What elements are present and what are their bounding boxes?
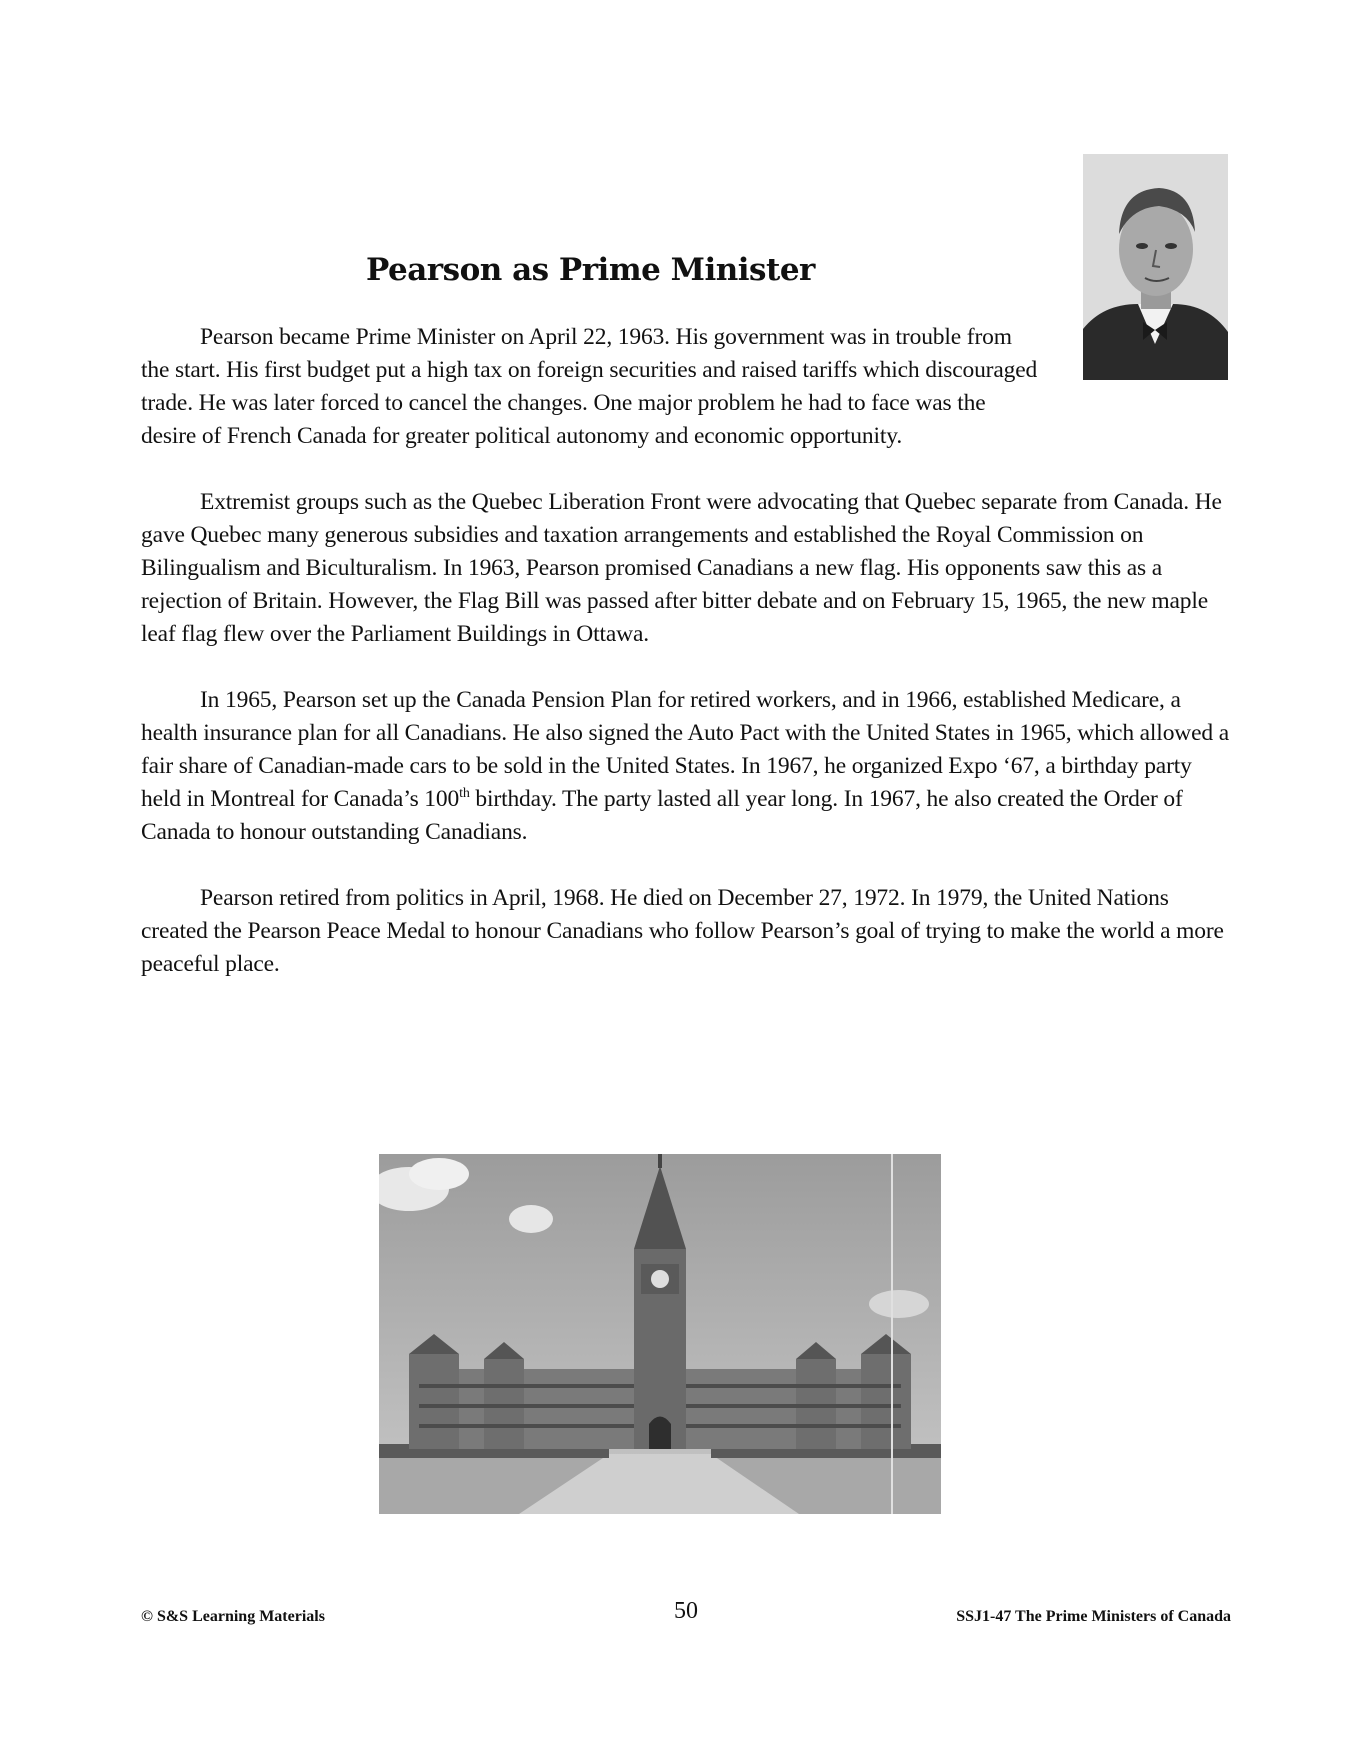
- paragraph-4: Pearson retired from politics in April, 1968. He died on December 27, 1972. In 1979, the United Nations created the Pearson Peace Medal to honour Canadians who follow Pearson’s goal of trying to make the world a more peaceful place.: [141, 885, 1224, 977]
- paragraph-3-text-before: In 1965, Pearson set up the Canada Pension Plan for retired workers, and in 1966, established Medicare, a health insurance plan for all Canadians. He also signed the Auto Pact with the United States in 1965, which allowed a fair share of Canadian-made cars to be sold in the United States. In 1967, he organized Expo ‘67, a birthday party held in Montreal for Canada’s 100: [141, 687, 1229, 812]
- paragraph-3-text-after: birthday. The party lasted all year long. In 1967, he also created the Order of Canada to honour outstanding Canadians.: [141, 786, 1183, 845]
- parliament-photo: [379, 1154, 941, 1514]
- footer-book-title: SSJ1-47 The Prime Ministers of Canada: [956, 1608, 1231, 1625]
- body-text: [141, 321, 1231, 1014]
- ordinal-superscript: th: [459, 786, 470, 802]
- paragraph-1: Pearson became Prime Minister on April 22, 1963. His government was in trouble from the start. His first budget put a high tax on foreign securities and raised tariffs which discouraged trade. He was later forced to cancel the changes. One major problem he had to face was the desire of French Canada for greater political autonomy and economic opportunity.: [141, 324, 1038, 449]
- page-number: 50: [674, 1598, 698, 1624]
- paragraph-3: [141, 684, 1231, 849]
- footer-copyright: © S&S Learning Materials: [141, 1608, 325, 1625]
- page-footer: [141, 1598, 1231, 1634]
- page-title: Pearson as Prime Minister: [366, 252, 815, 288]
- paragraph-2: Extremist groups such as the Quebec Liberation Front were advocating that Quebec separate from Canada. He gave Quebec many generous subsidies and taxation arrangements and established the Royal Commission on Bilingualism and Biculturalism. In 1963, Pearson promised Canadians a new flag. His opponents saw this as a rejection of Britain. However, the Flag Bill was passed after bitter debate and on February 15, 1965, the new maple leaf flag flew over the Parliament Buildings in Ottawa.: [141, 489, 1222, 647]
